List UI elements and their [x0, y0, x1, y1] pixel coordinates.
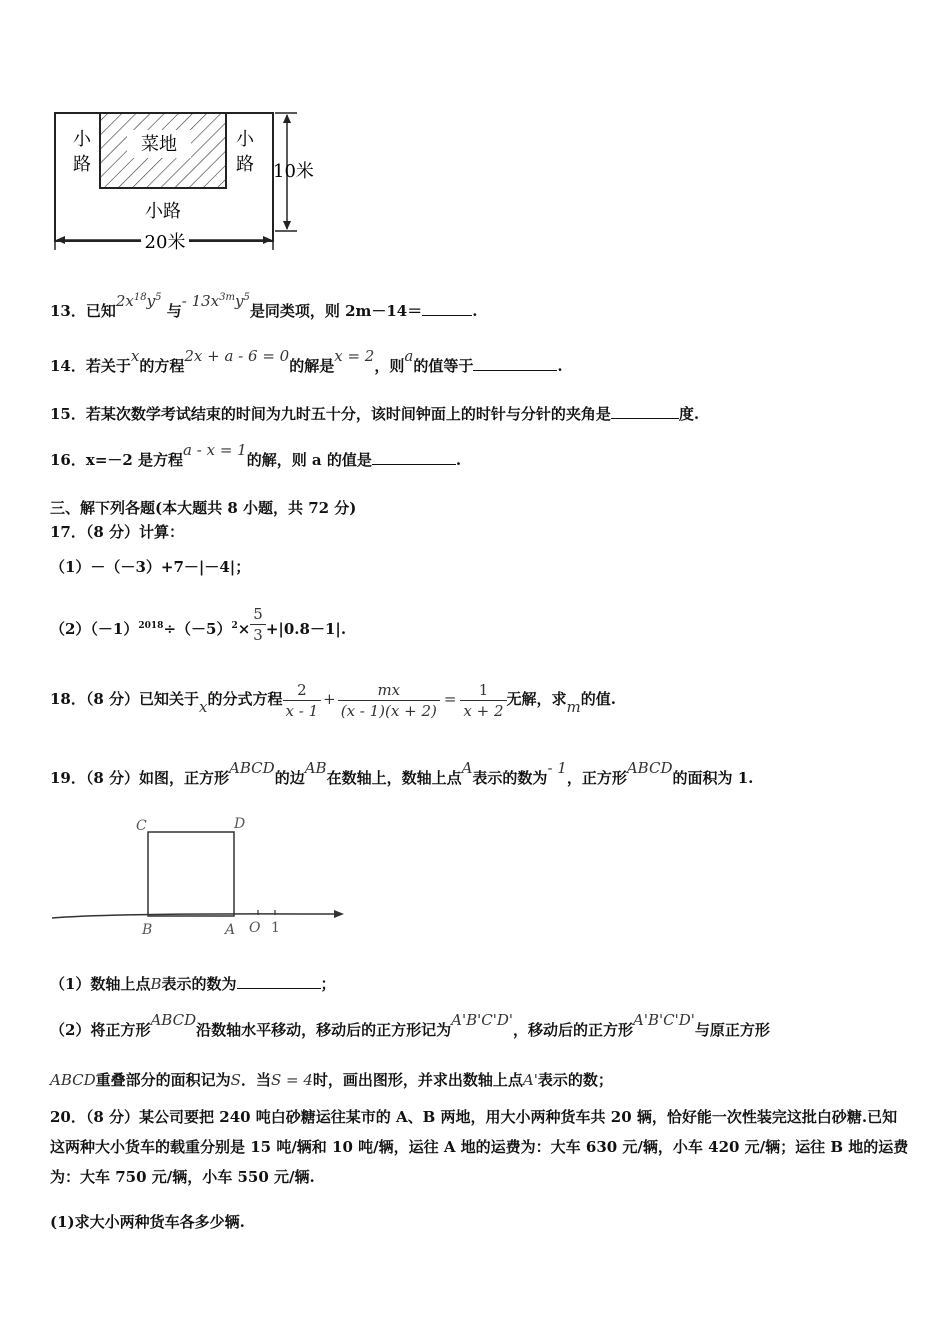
q19-2-prime-2: A'B'C'D': [632, 1011, 695, 1029]
q14-lead: 14．若关于: [50, 357, 131, 375]
width-label: 20米: [144, 232, 186, 253]
q17-part2-a: （2）（－1）: [50, 620, 139, 638]
q19-3-text2: ．当: [240, 1071, 271, 1089]
q19-ab: AB: [304, 759, 327, 777]
q13-lead: 13．已知: [50, 302, 116, 320]
road-right-label-2: 路: [236, 154, 254, 175]
field-diagram: [45, 105, 335, 260]
q15-text: 15．若某次数学考试结束的时间为九时五十分，该时间钟面上的时针与分针的夹角是: [50, 405, 611, 423]
q19-lead: 19．（8 分）如图，正方形: [50, 769, 230, 787]
q19-text3: 表示的数为: [472, 769, 548, 787]
q14-equation: 2x + a - 6 = 0: [184, 347, 290, 365]
q16-equation: a - x = 1: [183, 441, 247, 459]
q19-text2: 在数轴上，数轴上点: [326, 769, 462, 787]
label-A: A: [225, 922, 236, 938]
q19-2-abcd: ABCD: [150, 1011, 197, 1029]
q19-3-aprime: A': [522, 1071, 538, 1089]
q19-text1: 的边: [274, 769, 305, 787]
q17-exp1: 2018: [138, 621, 164, 631]
q19-1-b: B: [150, 975, 162, 993]
road-bottom-label: 小路: [145, 201, 181, 222]
question-17-part-2: [50, 604, 346, 651]
q16-answer-blank[interactable]: [372, 450, 456, 465]
q17-exp2: 2: [231, 621, 238, 631]
q16-lead: 16．x=－2 是方程: [50, 451, 184, 469]
q17-part2-b: ÷（－5）: [163, 620, 232, 638]
q18-fraction-1: $\frac{2}{x - 1}$: [283, 680, 322, 721]
question-19-part-1: [50, 974, 336, 994]
q18-fraction-2: $\frac{mx}{(x - 1)(x + 2)}$: [338, 680, 440, 721]
q13-answer-blank[interactable]: [422, 301, 472, 316]
question-15: [50, 404, 699, 424]
q13-term1: $2x^{18}y^5$: [115, 292, 162, 310]
q18-var-x: x: [199, 698, 208, 716]
q18-text3: 的值.: [580, 690, 617, 708]
q14-text1: 的方程: [139, 357, 185, 375]
q14-text4: 的值等于: [413, 357, 474, 375]
label-O: O: [249, 920, 261, 936]
q19-2-text1: 沿数轴水平移动，移动后的正方形记为: [196, 1021, 452, 1039]
q13-mid: 与: [166, 302, 182, 320]
q18-text2: 无解，求: [506, 690, 567, 708]
q14-var-a: a: [404, 347, 414, 365]
q19-text4: ，正方形: [566, 769, 627, 787]
q16-tail: 的解，则 a 的值是: [246, 451, 372, 469]
q19-1-answer-blank[interactable]: [237, 974, 321, 989]
q18-fraction-3: $\frac{1}{x + 2}$: [460, 680, 506, 721]
q19-3-abcd: ABCD: [50, 1071, 96, 1089]
q17-part2-d: +|0.8－1|.: [265, 620, 347, 638]
q19-3-text3: 时，画出图形，并求出数轴上点: [312, 1071, 523, 1089]
q19-1-end: ；: [320, 975, 336, 993]
q15-answer-blank[interactable]: [611, 404, 679, 419]
section-3-title: 三、解下列各题(本大题共 8 小题，共 72 分): [50, 499, 357, 517]
q19-1-lead: （1）数轴上点: [50, 975, 151, 993]
q19-text5: 的面积为 1.: [672, 769, 754, 787]
q14-text2: 的解是: [289, 357, 335, 375]
question-13: [50, 292, 478, 321]
height-label: 10米: [273, 161, 314, 182]
q17-fraction: $\frac{5}{3}$: [250, 604, 266, 645]
q18-equals: =: [443, 690, 457, 708]
label-B: B: [142, 922, 153, 938]
road-left-label-1: 小: [73, 129, 91, 150]
q14-end: .: [557, 357, 563, 375]
q18-plus: +: [323, 690, 336, 708]
label-1: 1: [271, 920, 280, 936]
q18-lead: 18．（8 分）已知关于: [50, 690, 200, 708]
q15-end: 度.: [678, 405, 700, 423]
question-16: [50, 441, 462, 470]
question-17-part-1: （1）－（－3）+7－|－4|；: [50, 558, 251, 576]
q14-solution: x = 2: [334, 347, 375, 365]
q13-term2: - $13x^{3m}y^5$: [181, 292, 250, 310]
q19-1-text: 表示的数为: [161, 975, 237, 993]
q14-answer-blank[interactable]: [473, 356, 557, 371]
number-line-diagram: [50, 810, 350, 940]
q19-2-text2: ，移动后的正方形: [512, 1021, 633, 1039]
q19-a: A: [461, 759, 473, 777]
q19-abcd-2: ABCD: [626, 759, 673, 777]
road-left-label-2: 路: [73, 154, 91, 175]
question-19: [50, 759, 754, 788]
q14-text3: ，则: [374, 357, 405, 375]
q18-text1: 的分式方程: [207, 690, 283, 708]
q14-var-x: x: [130, 347, 140, 365]
vegetable-label: 菜地: [141, 134, 177, 155]
q19-2-prime-1: A'B'C'D': [451, 1011, 513, 1029]
q19-2-text3: 与原正方形: [694, 1021, 770, 1039]
square-abcd: [148, 832, 234, 916]
label-D: D: [234, 816, 246, 832]
question-19-part-2: [50, 1011, 770, 1040]
road-right-label-1: 小: [236, 129, 254, 150]
q19-3-s: S: [230, 1071, 241, 1089]
question-17-title: 17．（8 分）计算：: [50, 523, 185, 541]
q16-end: .: [455, 451, 462, 469]
q17-part2-c: ×: [237, 620, 251, 638]
q13-end: .: [472, 302, 478, 320]
question-18: [50, 674, 616, 724]
question-19-part-2-cont: [50, 1070, 613, 1090]
q19-3-cond: S = 4: [270, 1071, 313, 1089]
q18-var-m: m: [566, 698, 581, 716]
q19-value: - 1: [547, 759, 567, 777]
q19-3-text4: 表示的数；: [537, 1071, 613, 1089]
question-14: [50, 347, 563, 376]
question-20: 20．（8 分）某公司要把 240 吨白砂糖运往某市的 A、B 两地，用大小两种货车共 20 辆，恰好能一次性装完这批白砂糖.已知这两种大小货车的载重分别是 15 吨/辆和 10 吨/辆，运往 A 地的运费为：大车 630 元/辆，小车 420 元/辆；运往 B 地的运费为：大车 750 元/辆，小车 550 元/辆.: [50, 1108, 909, 1186]
question-20-part-1: (1)求大小两种货车各多少辆.: [50, 1213, 245, 1231]
q19-abcd-1: ABCD: [229, 759, 275, 777]
q13-tail: 是同类项，则 2m－14＝: [249, 302, 423, 320]
label-C: C: [136, 818, 147, 834]
q19-2-lead: （2）将正方形: [50, 1021, 151, 1039]
q19-3-text1: 重叠部分的面积记为: [95, 1071, 231, 1089]
